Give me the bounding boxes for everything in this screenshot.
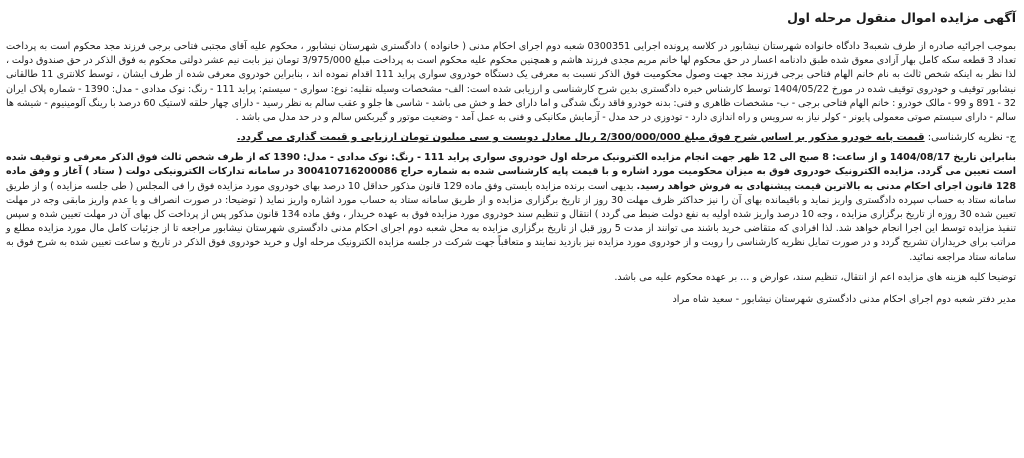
valuation-text: قیمت پایه خودرو مذکور بر اساس شرح فوق مبلغ 2/300/000/000 ریال معادل دویست و سی میلیون تومان ارزیابی و قیمت گذاری می گردد. [236,132,925,144]
costs-note: توضیحا کلیه هزینه های مزایده اعم از انتقال، تنظیم سند، عوارض و ... بر عهده محکوم علیه می باشد. [614,271,1016,283]
auction-date-bold: بنابراین تاریخ 1404/08/17 و از ساعت: 8 صبح الی 12 ظهر جهت انجام مزایده الکترونیک مرحله اول خودروی سواری پراید 111 - رنگ: نوک مدادی - مدل: 1390 که از طرف شخص ثالث فوق الذکر معرفی و توقیف شده است تعیین می گردد. مزایده الکترونیک خودروی فوق به میزان محکومیت مورد اشاره و با قیمت پایه کارشناسی شده به شماره حراج 300410716200086 در سامانه تدارکات الکترونیکی دولت ( ستاد ) آغاز و وفق ماده 128 قانون اجرای احکام مدنی به بالاترین قیمت پیشنهادی به فروش خواهد رسید. [6,152,1016,192]
auction-terms: بدیهی است برنده مزایده بایستی وفق ماده 129 قانون مذکور حداقل 10 درصد بهای خودروی مورد مزایده فوق را فی المجلس ( طی جلسه مزایده ) و از طریق سامانه ستاد به حساب سپرده دادگستری واریز نماید و باقیمانده بهای آن را نیز حداکثر ظرف مهلت 30 روز از تاریخ برگزاری مزایده و از طریق سامانه ستاد به حساب مورد اشاره واریز نماید ( توضیحا: در صورت انصراف و یا عدم واریز مابقی وجه در مهلت تعیین شده 30 روزه از تاریخ برگزاری مزایده ، وجه 10 درصد واریز شده اولیه به نفع دولت ضبط می گردد ) انتقال و تنظیم سند خودروی مورد مزایده فوق به عهده خریدار ، وفق ماده 134 قانون مذکور پس از پرداخت کل بهای آن در مهلت تعیین شده و سپس تنفیذ مزایده توسط این اجرا انجام خواهد شد. لذا افرادی که متقاضی خرید باشند می توانند از مدت 5 روز قبل از تاریخ برگزاری مزایده به محل شعبه دوم اجرای احکام مدنی دادگستری شهرستان نیشابور مراجعه تا از جزئیات کامل مال مورد مزایده مطلع و مراتب برای خریداران تشریح گردد و در صورت تمایل نظریه کارشناسی را رویت و از خودروی مورد مزایده نیز بازدید نمایند و متعاقباً جهت شرکت در جلسه مزایده الکترونیک مرحله اول و خرید خودروی فوق الذکر در تاریخ و ساعت تعیین شده به شرح فوق به سامانه ستاد مراجعه نمائید. [6,180,1016,263]
valuation-label: ج- نظریه کارشناسی: [927,132,1016,144]
notice-paragraph-auction [6,151,1016,265]
notice-title: آگهی مزایده اموال منقول مرحله اول [787,10,1016,25]
notice-paragraph-details: بموجب اجرائیه صادره از طرف شعبه3 دادگاه خانواده شهرستان نیشابور در کلاسه پرونده اجرایی 0300351 شعبه دوم اجرای احکام مدنی ( خانواده ) دادگستری شهرستان نیشابور ، محکوم علیه آقای مجتبی فتاحی برجی فرزند مجد محکوم است به پرداخت تعداد 3 قطعه سکه کامل بهار آزادی معوق شده طبق دادنامه اعسار در حق محکوم لها خانم مریم مجدی فرزند هاشم و همچنین محکوم علیه محکوم است به پرداخت مبلغ 3/975/000 تومان نیز بابت نیم عشر دولتی محکوم به فوق الذکر در حق صندوق دولت ، لذا نظر به اینکه شخص ثالث به نام خانم الهام فتاحی برجی فرزند مجد جهت وصول محکومیت فوق الذکر نسبت به معرفی یک دستگاه خودروی سواری پراید 111 اقدام نموده اند ، بنابراین خودروی معرفی شده از طرف ایشان ، توسط کلانتری 11 طالقانی نیشابور توقیف و خودروی توقیف شده در مورخ 1404/05/22 توسط کارشناس خبره دادگستری بدین شرح کارشناسی و ارزیابی شده است: الف- مشخصات وسیله نقلیه: نوع: سواری - سیستم: پراید 111 - رنگ: نوک مدادی - مدل: 1390 - شماره پلاک ایران 32 - 891 و 99 - مالک خودرو : خانم الهام فتاحی برجی - ب- مشخصات ظاهری و فنی: بدنه خودرو فاقد رنگ شدگی و اما دارای خط و خش می باشد - شاسی ها جلو و عقب سالم به نظر رسید - دارای چهار حلقه لاستیک 60 درصد با رینگ آلومینیوم - شیشه ها سالم - دارای سیستم صوتی معمولی پایونر - کولر نیاز به سرویس و راه اندازی دارد - تودوزی در حد مدل - آزمایش مکانیکی و فنی به عمل آمد - وضعیت موتور و گیربکس سالم و در حد مدل می باشد . [6,41,1017,124]
signature-line: مدیر دفتر شعبه دوم اجرای احکام مدنی دادگستری شهرستان نیشابور - سعید شاه مراد [672,293,1016,305]
valuation-section [6,131,1016,145]
